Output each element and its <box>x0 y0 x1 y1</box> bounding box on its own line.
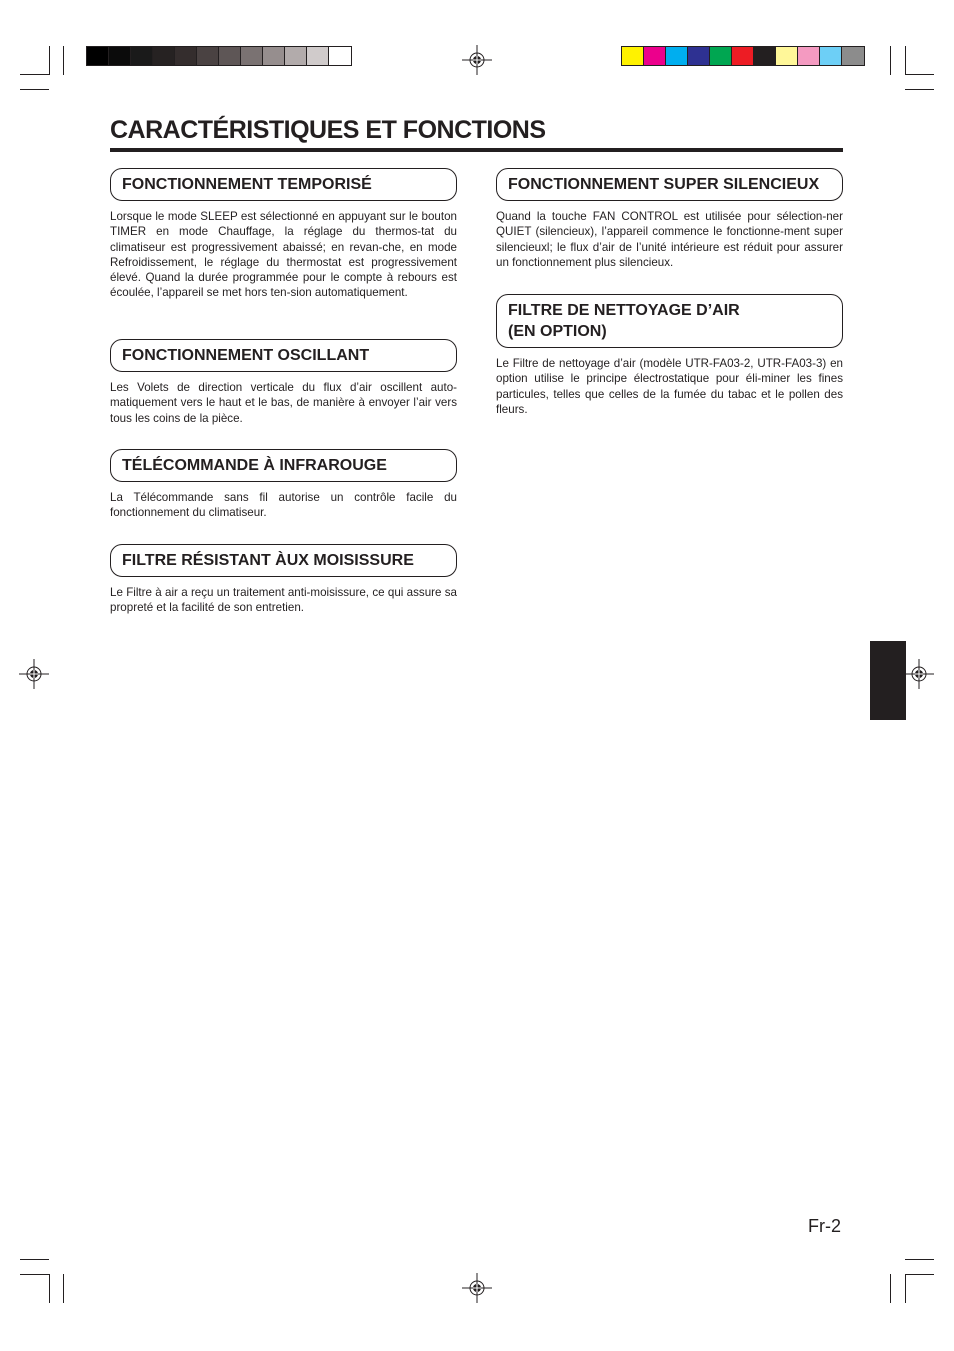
registration-mark-icon <box>904 659 934 689</box>
section-heading-line: FILTRE DE NETTOYAGE D’AIR <box>508 302 740 319</box>
section-heading: FONCTIONNEMENT OSCILLANT <box>110 339 457 372</box>
color-swatch <box>285 47 307 65</box>
registration-mark-icon <box>462 1273 492 1303</box>
grayscale-color-bar <box>86 46 352 66</box>
registration-mark-icon <box>19 659 49 689</box>
section-oscillant <box>110 339 457 426</box>
color-swatch <box>776 47 798 65</box>
left-column-oscillant <box>110 339 457 426</box>
section-air-cleaning-filter <box>496 294 843 417</box>
section-body: Quand la touche FAN CONTROL est utilisée pour sélection-ner QUIET (silencieux), l’appareil commence le fonctionne-ment super silencieuxl; le flux d’air de l’unité intérieure est réduit pour assurer un fonctionnement plus silencieux. <box>496 210 843 269</box>
section-body: La Télécommande sans fil autorise un contrôle facile du fonctionnement du climatiseur. <box>110 491 457 520</box>
color-swatch <box>241 47 263 65</box>
section-super-quiet <box>496 168 843 270</box>
color-swatch <box>87 47 109 65</box>
right-column-quiet <box>496 168 843 270</box>
section-body: Lorsque le mode SLEEP est sélectionné en appuyant sur le bouton TIMER en mode Chauffage, la réglage du thermos-tat du climatiseur est progressivement abaissé; en revan-che, en mode Refroidissement, le réglage du thermostat est progressivement élevé. Quand la durée programmée pour le compte à rebours est écoulée, l’appareil se met hors ten-sion automatiquement. <box>110 210 457 300</box>
color-swatch <box>732 47 754 65</box>
color-swatch <box>109 47 131 65</box>
process-color-bar <box>621 46 865 66</box>
color-swatch <box>688 47 710 65</box>
registration-mark-icon <box>462 45 492 75</box>
language-side-tab <box>870 641 906 720</box>
section-heading-line: (EN OPTION) <box>508 323 607 340</box>
color-swatch <box>644 47 666 65</box>
section-heading: FILTRE RÉSISTANT ÀUX MOISISSURE <box>110 544 457 577</box>
color-swatch <box>307 47 329 65</box>
section-heading: TÉLÉCOMMANDE À INFRAROUGE <box>110 449 457 482</box>
section-heading: FONCTIONNEMENT SUPER SILENCIEUX <box>496 168 843 201</box>
color-swatch <box>263 47 285 65</box>
right-column-air-filter <box>496 294 843 417</box>
page-number: Fr-2 <box>808 1216 841 1236</box>
page-title: CARACTÉRISTIQUES ET FONCTIONS <box>110 114 843 152</box>
left-column-remote <box>110 449 457 521</box>
color-swatch <box>754 47 776 65</box>
color-swatch <box>710 47 732 65</box>
left-column-filter <box>110 544 457 616</box>
left-column <box>110 168 457 301</box>
color-swatch <box>666 47 688 65</box>
section-heading <box>496 294 843 348</box>
section-body: Le Filtre de nettoyage d’air (modèle UTR-FA03-2, UTR-FA03-3) en option utilise le principe électrostatique pour éli-miner les fines particules, telles que celles de la fumée du tabac et le pollen des fleurs. <box>496 357 843 416</box>
color-swatch <box>329 47 351 65</box>
color-swatch <box>131 47 153 65</box>
color-swatch <box>798 47 820 65</box>
color-swatch <box>622 47 644 65</box>
color-swatch <box>219 47 241 65</box>
section-remote <box>110 449 457 521</box>
color-swatch <box>842 47 864 65</box>
section-heading: FONCTIONNEMENT TEMPORISÉ <box>110 168 457 201</box>
color-swatch <box>175 47 197 65</box>
section-mold-filter <box>110 544 457 616</box>
color-swatch <box>197 47 219 65</box>
section-timer <box>110 168 457 301</box>
section-body: Les Volets de direction verticale du flux d’air oscillent auto-matiquement vers le haut et le bas, de manière à envoyer l’air vers tous les coins de la pièce. <box>110 381 457 425</box>
section-body: Le Filtre à air a reçu un traitement anti-moisissure, ce qui assure sa propreté et la facilité de son entretien. <box>110 586 457 615</box>
color-swatch <box>153 47 175 65</box>
color-swatch <box>820 47 842 65</box>
